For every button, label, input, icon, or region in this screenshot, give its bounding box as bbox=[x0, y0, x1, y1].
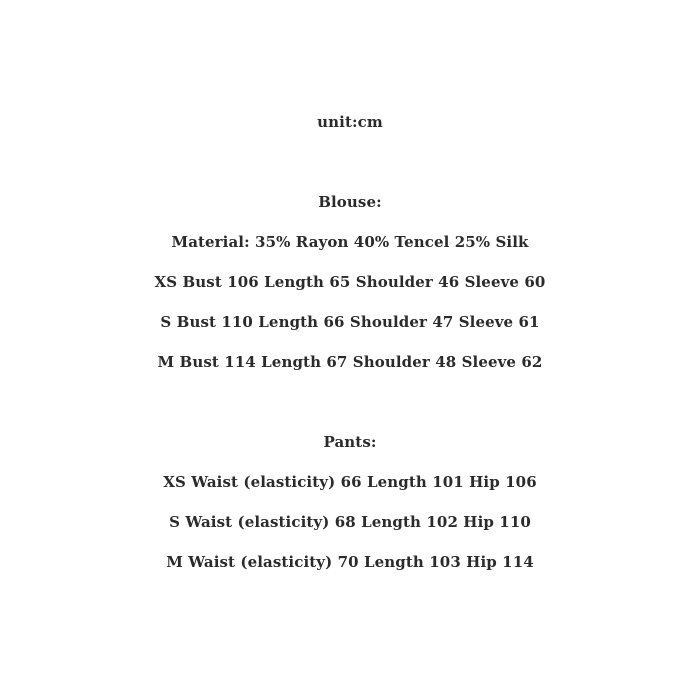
blouse-size-s: S Bust 110 Length 66 Shoulder 47 Sleeve 61 bbox=[160, 313, 540, 331]
blouse-material: Material: 35% Rayon 40% Tencel 25% Silk bbox=[171, 233, 529, 251]
pants-size-s: S Waist (elasticity) 68 Length 102 Hip 110 bbox=[169, 513, 531, 531]
pants-size-xs: XS Waist (elasticity) 66 Length 101 Hip 106 bbox=[163, 473, 537, 491]
pants-size-m: M Waist (elasticity) 70 Length 103 Hip 114 bbox=[166, 553, 534, 571]
unit-label: unit:cm bbox=[317, 113, 383, 131]
blouse-heading: Blouse: bbox=[318, 193, 382, 211]
blouse-size-m: M Bust 114 Length 67 Shoulder 48 Sleeve 62 bbox=[157, 353, 543, 371]
pants-heading: Pants: bbox=[323, 433, 377, 451]
blouse-size-xs: XS Bust 106 Length 65 Shoulder 46 Sleeve 60 bbox=[154, 273, 546, 291]
